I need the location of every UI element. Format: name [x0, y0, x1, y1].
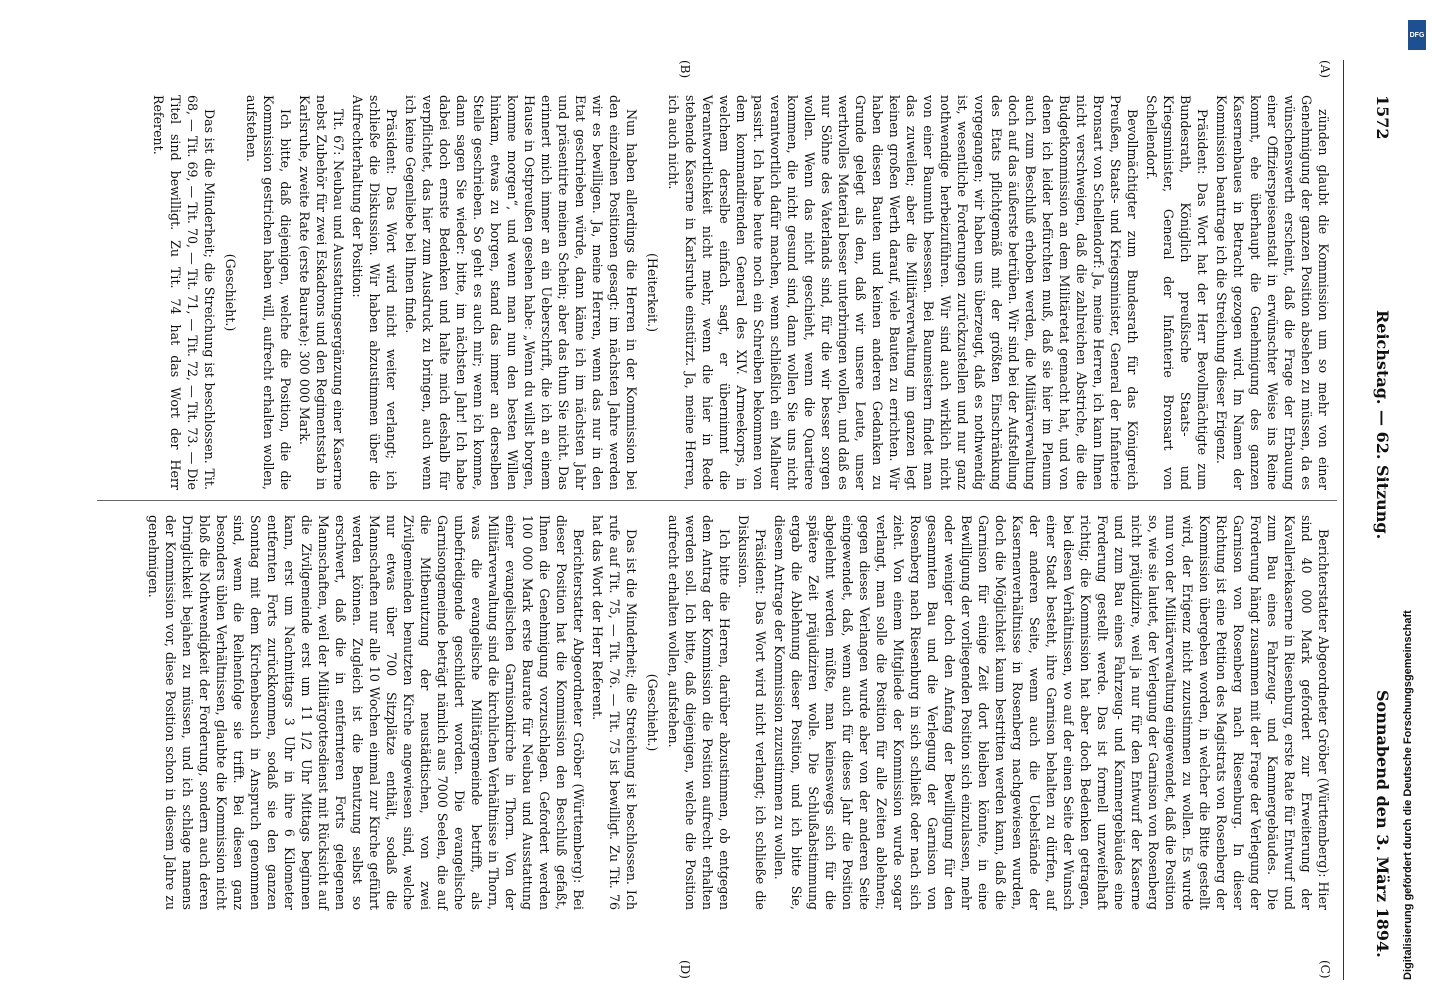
paragraph: Nun haben allerdings die Herren in der Kommission bei den einzelnen Positionen gesagt: im nächsten Jahre werden wir es bewilligen. Ja, meine Herren, wenn das nur in den Etat geschrieben würde, dann käme ich im nächsten Jahr und präsentirte meinen Schein; aber das thun Sie nicht. Das erinnert mich immer an ein Ueberschrift, die ich an einem Hause in Ostpreußen gesehen habe: „Wenn du willst borgen, komme morgen“, und wenn man nun den besten Willen hinkam, etwas zu borgen, stand das immer an derselben Stelle geschrieben. So geht es auch mir; wenn ich komme, dann sagen Sie wieder: bitte, im nächsten Jahr! Ich habe dabei doch ernste Bedenken und halte mich deshalb für verpflichtet, das hier zum Ausdruck zu bringen, auch wenn ich keine Gegenliebe bei Ihnen finde.: [403, 95, 639, 490]
paragraph: Präsident: Das Wort wird nicht verlangt; ich schließe die Diskussion.: [736, 515, 768, 910]
margin-letter-a: (A): [1318, 60, 1332, 79]
dfg-logo: DFG: [1408, 20, 1426, 50]
paragraph: Ich bitte, daß diejenigen, welche die Position, die die Kommission gestrichen haben will, aufrecht erhalten wollen, aufstehen.: [244, 95, 293, 490]
paragraph: Bevollmächtigter zum Bundesrath für das Königreich Preußen, Staats- und Kriegsminister, General der Infanterie Bronsart von Schellendorf: Ja, meine Herren, ich kann Ihnen nicht verschweigen, daß die zahlreichen Abstriche, die die Budgetkommission an dem Militäretat gemacht hat, und von denen ich leider befürchten muß, daß sie hier im Plenum auch zum Beschluß erhoben werden, die Militärverwaltung doch auf das äußerste betrüben. Wir sind bei der Aufstellung des Etats pflichtgemäß mit der größten Einschränkung vorgegangen; wir haben uns überzeugt, daß es nothwendig ist, wesentliche Forderungen zurückzustellen und nur ganz nothwendige herbeizuführen. Wir sind auch wirklich nicht von einer Baumuth besessen. Bei Baumeistern findet man das zuweilen; aber die Militärverwaltung im ganzen legt keinen großen Werth darauf, viele Bauten zu errichten. Wir haben diesen Bauten und keinen anderen Gedanken zu Grunde gelegt als den, daß wir unsere Leute, unser werthvolles Material besser unterbringen wollen, und daß es nur Söhne des Vaterlands sind, für die wir besser sorgen wollen. Wenn das nicht geschieht, wenn die Quartiere kommen, die nicht gesund sind, dann wollen Sie uns nicht verantwortlich dafür machen, wenn schließlich ein Malheur passirt. Ich habe heute noch ein Schreiben bekommen von dem kommandirenden General des XIV. Armeekorps, in welchem derselbe einfach sagt, er übernimmt die Verantwortlichkeit nicht mehr, wenn die hier in Rede stehende Kaserne in Karlsruhe einstürzt. Ja, meine Herren, ich auch nicht.: [666, 95, 1140, 490]
paragraph: Berichterstatter Abgeordneter Gröber (Württemberg): Bei dieser Position hat die Kommission den Beschluß gefaßt, Ihnen die Genehmigung vorzuschlagen. Gefordert werden 100 000 Mark erste Baurate für Neubau und Ausstattung einer evangelischen Garnisonkirche in Thorn. Von der Militärverwaltung sind die kirchlichen Verhältnisse in Thorn, was die evangelische Militärgemeinde betrifft, als unbefriedigende geschildert worden. Die evangelische Garnisongemeinde beträgt nämlich aus 7000 Seelen, die auf die Mitbenutzung der neustädtischen, von zwei Zivilgemeinden benutzten Kirche angewiesen sind, welche nur etwas über 700 Sitzplätze enthält, sodaß die Mannschaften nur alle 10 Wochen einmal zur Kirche geführt werden können. Zugleich ist die Benutzung selbst so erschwert, daß die in entfernteren Forts gelegenen Mannschaften, weil der Militärgottesdienst mit Rücksicht auf die Zivilgemeinde erst um 11 1/2 Uhr Mittags beginnen kann, erst um Nachmittags 3 Uhr in ihre 6 Kilometer entfernten Forts zurückkommen, sodaß sie den ganzen Sonntag mit dem Kirchenbesuch in Anspruch genommen sind, wenn die Reihenfolge sie trifft. Bei diesen ganz besonders üblen Verhältnissen, glaubte die Kommission nicht bloß die Nothwendigkeit der Forderung, sondern auch deren Dringlichkeit bejahen zu müssen, und ich schlage namens der Kommission vor, diese Position schon in diesem Jahre zu genehmigen.: [146, 515, 586, 910]
paragraph: Präsident: Das Wort hat der Herr Bevollmächtigte zum Bundesrath, Königlich preußische Staats- und Kriegsminister, General der Infanterie Bronsart von Schellendorf.: [1144, 95, 1210, 490]
page-header: [1352, 0, 1392, 1000]
stage-direction: (Geschieht.): [645, 673, 660, 752]
margin-letter-b: (B): [678, 60, 692, 79]
paragraph: Berichterstatter Abgeordneter Gröber (Württemberg): Hier sind 40 000 Mark gefordert zur Erweiterung der Kavalleriekaserne in Riesenburg, erste Rate für Entwurf und zum Bau eines Fahrzeug- und Kammergebäudes. Die Forderung hängt zusammen mit der Frage der Verlegung der Garnison von Rosenberg nach Riesenburg. In dieser Richtung ist eine Petition des Magistrats von Rosenberg der Kommission übergeben worden, in welcher die Bitte gestellt wird, der Erigenz nicht zuzustimmen zu wollen. Es wurde nun von der Militärverwaltung eingewendet, daß die Position so, wie sie lautet, der Verlegung der Garnison von Rosenberg nicht präjudizire, weil ja nur für den Entwurf der Kaserne und zum Bau eines Fahrzeug- und Kammergebäudes eine Forderung gestellt werde. Das ist formell unzweifelhaft richtig; die Kommission hat aber doch Bedenken getragen, bei diesen Verhältnissen, wo auf der einen Seite der Wunsch einer Stadt besteht, ihre Garnison behalten zu dürfen, auf der anderen Seite, wenn auch die Uebelstände der Kasernenverhältnisse in Rosenberg nachgewiesen wurden, doch die Möglichkeit kaum bestritten werden kann, daß die Garnison für einige Zeit dort bleiben könnte, in eine Bewilligung der vorliegenden Position sich einzulassen, mehr oder weniger doch den Anfang der Bewilligung für den gesammten Bau und die Verlegung der Garnison von Rosenberg nach Riesenburg in sich schließt oder nach sich zieht. Von einem Mitgliede der Kommission wurde sogar verlangt, man solle die Position für alle Zeiten ablehnen; gegen dieses Verlangen wurde aber von der anderen Seite eingewendet, daß, wenn auch für dieses Jahr die Position abgelehnt werden müßte, man keineswegs sich für die spätere Zeit präjudiziren wolle. Die Schlußabstimmung ergab die Ablehnung dieser Position, und ich bitte Sie, diesem Antrage der Kommission zuzustimmen zu wollen.: [772, 515, 1331, 910]
page-number: 1572: [1373, 95, 1392, 140]
paragraph: Präsident: Das Wort wird nicht weiter verlangt; ich schließe die Diskussion. Wir haben abzustimmen über die Aufrechterhaltung der Position:: [350, 95, 399, 490]
right-column: [143, 515, 1332, 910]
running-title: Reichstag. — 62. Sitzung.: [1373, 310, 1392, 540]
paragraph: Ich bitte die Herren, darüber abzustimmen, ob entgegen dem Antrag der Kommission die Position aufrecht erhalten werden soll. Ich bitte, daß diejenigen, welche die Position aufrecht erhalten wollen, aufstehen.: [666, 515, 732, 910]
digitization-credit: [1402, 20, 1426, 980]
session-date: Sonnabend den 3. März 1894.: [1373, 690, 1392, 958]
margin-letter-d: (D): [678, 960, 692, 979]
paragraph: Tit. 67: Neubau und Ausstattungsergänzung einer Kaserne nebst Zubehör für zwei Eskadrons und den Regimentsstab in Karlsruhe, zweite Rate (erste Baurate): 300 000 Mark.: [297, 95, 346, 490]
paragraph: Das ist die Minderheit; die Streichung ist beschlossen. Ich rufe auf Tit. 75, — Tit. 76. — Tit. 75 ist bewilligt. Zu Tit. 76 hat das Wort der Herr Referent.: [590, 515, 639, 910]
left-column: [148, 95, 1332, 490]
credit-text: Digitalisierung gefördert durch die Deutsche Forschungsgemeinschaft: [1402, 610, 1414, 980]
stage-direction: (Geschieht.): [223, 253, 238, 332]
header-rule: [1343, 60, 1344, 980]
paragraph: Das ist die Minderheit; die Streichung ist beschlossen. Tit. 68, — Tit. 69, — Tit. 70, — Tit. 71, — Tit. 72, — Tit. 73. — Die Titel sind bewilligt. Zu Tit. 74 hat das Wort der Herr Referent.: [151, 95, 217, 490]
margin-letter-c: (C): [1318, 960, 1332, 979]
paragraph: zünden glaubt die Kommission um so mehr von einer Genehmigung der ganzen Position absehen zu müssen, da es wünschenswerth erscheint, daß die Frage der Erbauung einer Offizierspeiseanstalt in erwünschter Weise ins Reine kommt, ehe überhaupt die Genehmigung des ganzen Kasernenbaues in Betracht gezogen wird. Im Namen der Kommission beantrage ich die Streichung dieser Erigenz.: [1214, 95, 1331, 490]
column-divider: [97, 500, 1337, 501]
stage-direction: (Heiterkeit.): [645, 253, 660, 332]
